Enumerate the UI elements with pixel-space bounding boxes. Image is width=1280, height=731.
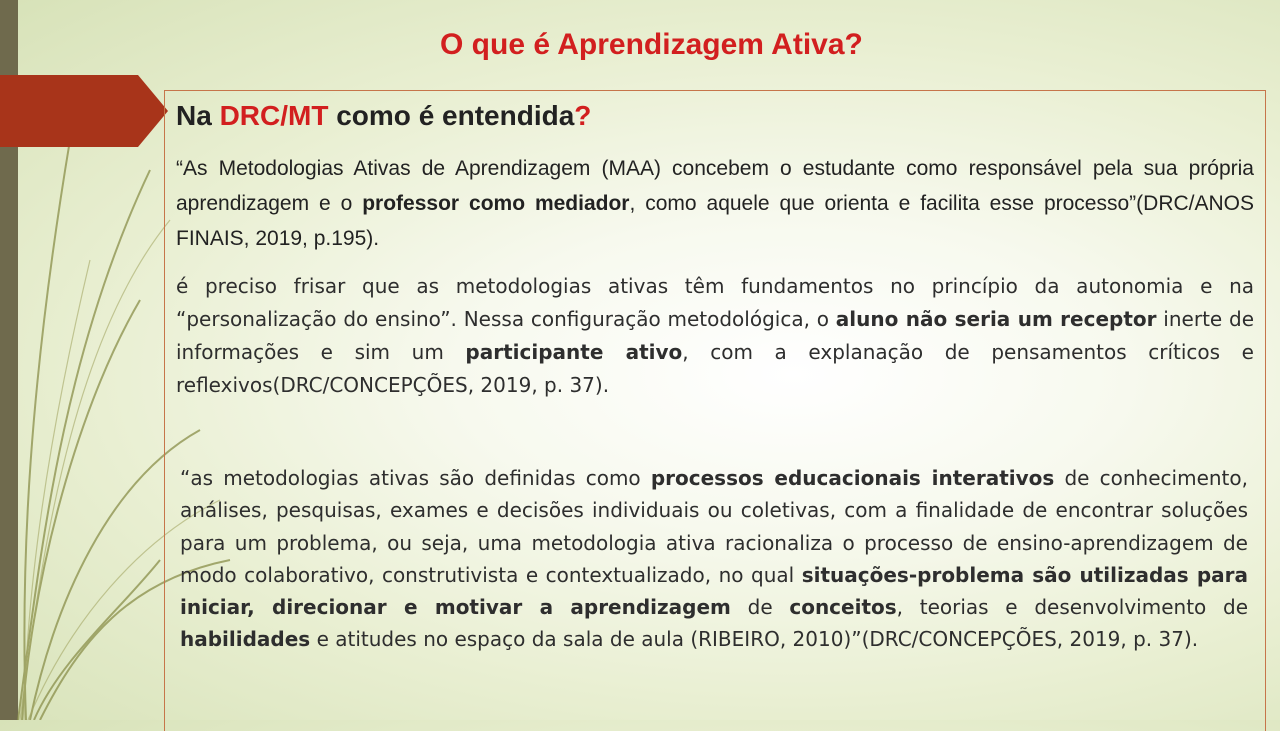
slide-title: O que é Aprendizagem Ativa?	[440, 28, 863, 61]
quote2-bold-3: conceitos	[789, 595, 897, 620]
para2-bold-2: participante ativo	[465, 340, 683, 364]
quote-paragraph-2	[180, 462, 1248, 656]
subtitle-text-1: Na	[176, 100, 220, 131]
quote2-text-2: de conhecimento, análises, pesquisas, exames e decisões individuais ou coletivas, com a finalidade de encontrar soluções para um problema, ou seja, uma metodologia ativa racionaliza o processo de ensino-aprendizagem de modo colaborativo, construtivista e contextualizado, no qual	[180, 466, 1248, 587]
para2-text-3: , com a explanação de pensamentos críticos e reflexivos(DRC/CONCEPÇÕES, 2019, p. 37).	[176, 340, 1254, 397]
quote2-text-5: e atitudes no espaço da sala de aula (RIBEIRO, 2010)”(DRC/CONCEPÇÕES, 2019, p. 37).	[310, 627, 1199, 652]
quote-paragraph-1	[176, 151, 1254, 256]
quote2-text-3: de	[730, 595, 790, 620]
quote1-text-1: “As Metodologias Ativas de Aprendizagem (MAA) concebem o estudante como responsável pela sua própria aprendizagem e o	[176, 157, 1254, 215]
arrow-tab-icon	[0, 75, 170, 147]
quote2-bold-1: processos educacionais interativos	[650, 466, 1055, 490]
subtitle-highlight: DRC/MT	[219, 100, 329, 131]
quote2-bold-2: situações-problema são utilizadas para iniciar, direcionar e motivar a aprendizagem	[180, 562, 1248, 620]
paragraph-2	[176, 270, 1254, 402]
quote1-text-2: , como aquele que orienta e facilita esse processo”(DRC/ANOS FINAIS, 2019, p.195).	[176, 192, 1254, 250]
para2-text-2: inerte de informações e sim um	[176, 307, 1255, 364]
quote1-bold-1: professor como mediador	[362, 192, 630, 215]
para2-bold-1: aluno não seria um receptor	[835, 307, 1157, 331]
quote2-text-4: , teorias e desenvolvimento de	[896, 595, 1248, 620]
para2-text-1: é preciso frisar que as metodologias ativas têm fundamentos no princípio da autonomia e na “personalização do ensino”. Nessa configuração metodológica, o	[176, 274, 1254, 331]
subtitle-question-mark: ?	[574, 100, 592, 131]
subtitle-text-2: como é entendida	[328, 100, 575, 131]
quote2-text-1: “as metodologias ativas são definidas como	[180, 466, 651, 490]
quote2-bold-4: habilidades	[180, 627, 311, 652]
slide-subtitle	[176, 100, 591, 132]
